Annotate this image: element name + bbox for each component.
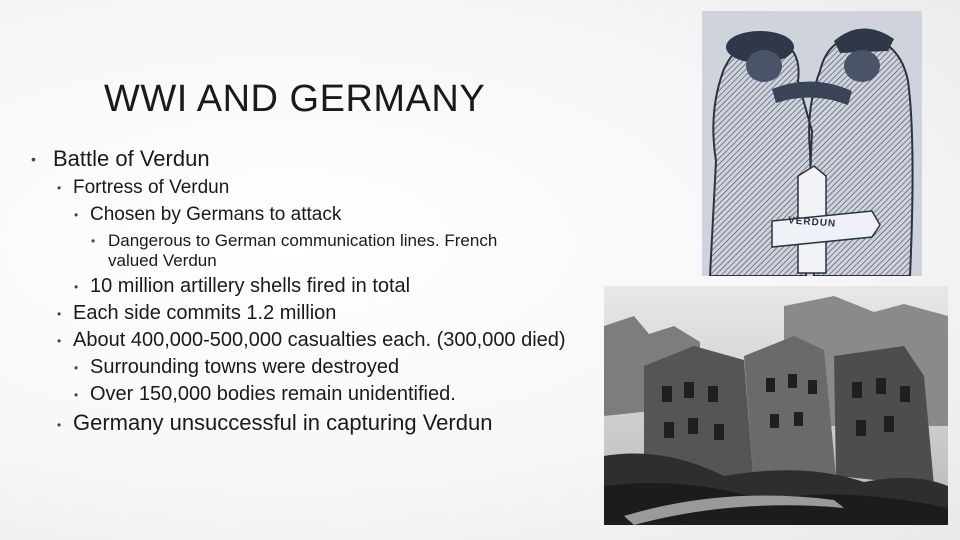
bullet-icon: •: [57, 334, 62, 348]
bullet-commits: Each side commits 1.2 million: [73, 302, 337, 324]
poster-verdun-label: VERDUN: [787, 215, 837, 230]
bullet-shells: 10 million artillery shells fired in total: [90, 275, 411, 297]
bullet-icon: •: [74, 280, 79, 294]
bullet-icon: •: [91, 234, 96, 248]
bullet-icon: •: [57, 181, 62, 195]
bullet-fortress: Fortress of Verdun: [73, 177, 230, 198]
ruins-photo-svg: [604, 286, 948, 525]
bullet-icon: •: [74, 388, 79, 402]
bullet-dangerous-line1: Dangerous to German communication lines. French: [108, 231, 498, 250]
bullet-dangerous-line2: valued Verdun: [108, 251, 217, 270]
verdun-poster-image: [702, 11, 922, 276]
bullet-icon: •: [57, 418, 62, 432]
bullet-chosen: Chosen by Germans to attack: [90, 204, 342, 225]
bullet-bodies: Over 150,000 bodies remain unidentified.: [90, 383, 456, 405]
bullet-icon: •: [74, 208, 79, 222]
slide-title: WWI AND GERMANY: [104, 78, 486, 120]
poster-art-svg: [702, 11, 922, 276]
bullet-battle-of-verdun: Battle of Verdun: [53, 146, 210, 171]
bullet-unsuccessful: Germany unsuccessful in capturing Verdun: [73, 410, 493, 435]
bullet-icon: •: [57, 307, 62, 321]
bullet-icon: •: [31, 151, 36, 167]
bullet-casualties: About 400,000-500,000 casualties each. (300,000 died): [73, 329, 566, 351]
bullet-towns: Surrounding towns were destroyed: [90, 356, 400, 378]
ruined-town-photo: [604, 286, 948, 525]
bullet-icon: •: [74, 361, 79, 375]
